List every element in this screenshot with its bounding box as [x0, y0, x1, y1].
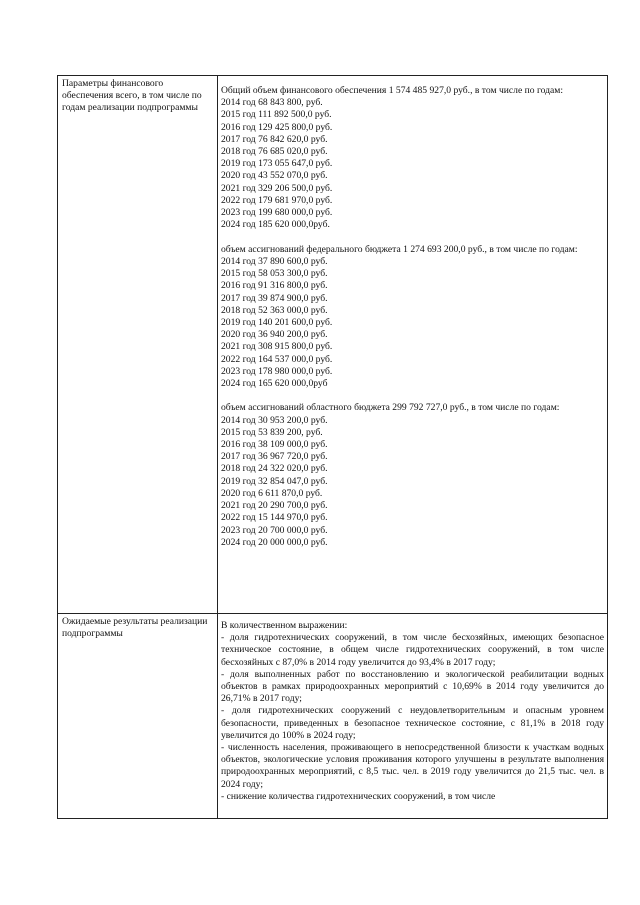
total-year: 2021 год 329 206 500,0 руб.: [221, 182, 333, 194]
total-year: 2022 год 179 681 970,0 руб.: [221, 194, 333, 206]
results-label: Ожидаемые результаты реализации подпрограммы: [58, 614, 218, 819]
federal-year: 2021 год 308 915 800,0 руб.: [221, 341, 333, 353]
total-year: 2016 год 129 425 800,0 руб.: [221, 121, 333, 133]
federal-year: 2014 год 37 890 600,0 руб.: [221, 255, 328, 267]
total-year: 2019 год 173 055 647,0 руб.: [221, 158, 333, 170]
regional-year: 2021 год 20 290 700,0 руб.: [221, 500, 328, 512]
federal-intro: объем ассигнований федерального бюджета 1 274 693 200,0 руб., в том числе по годам:: [221, 243, 578, 255]
regional-year: 2020 год 6 611 870,0 руб.: [221, 487, 323, 499]
federal-year: 2017 год 39 874 900,0 руб.: [221, 292, 328, 304]
regional-year: 2019 год 32 854 047,0 руб.: [221, 475, 328, 487]
federal-year: 2024 год 165 620 000,0руб: [221, 377, 328, 389]
spacer: [221, 390, 604, 402]
result-item: - доля гидротехнических сооружений, в том числе бесхозяйных, имеющих безопасное техническое состояние, в общем числе гидротехнических сооружений, в том числе бесхозяйных с 87,0% в 2014 году увеличится до 93,4% в 2017 году;: [221, 632, 604, 668]
federal-year: 2018 год 52 363 000,0 руб.: [221, 304, 328, 316]
results-intro: В количественном выражении:: [221, 620, 348, 631]
financing-row: [58, 76, 608, 614]
spacer: [221, 231, 604, 243]
subprogram-passport-table: [57, 75, 608, 819]
regional-year: 2022 год 15 144 970,0 руб.: [221, 512, 328, 524]
federal-year: 2020 год 36 940 200,0 руб.: [221, 329, 328, 341]
results-values: [218, 614, 608, 819]
regional-year: 2023 год 20 700 000,0 руб.: [221, 524, 328, 536]
regional-year: 2016 год 38 109 000,0 руб.: [221, 439, 328, 451]
regional-year: 2014 год 30 953 200,0 руб.: [221, 414, 328, 426]
total-year: 2020 год 43 552 070,0 руб.: [221, 170, 328, 182]
total-year: 2014 год 68 843 800, руб.: [221, 97, 323, 109]
regional-year: 2024 год 20 000 000,0 руб.: [221, 536, 328, 548]
regional-year: 2017 год 36 967 720,0 руб.: [221, 451, 328, 463]
federal-year: 2023 год 178 980 000,0 руб.: [221, 365, 333, 377]
financing-values: [218, 76, 608, 614]
results-row: [58, 614, 608, 819]
total-year: 2015 год 111 892 500,0 руб.: [221, 109, 332, 121]
financing-label: Параметры финансового обеспечения всего, в том числе по годам реализации подпрограммы: [58, 76, 218, 614]
regional-year: 2018 год 24 322 020,0 руб.: [221, 463, 328, 475]
federal-year: 2016 год 91 316 800,0 руб.: [221, 280, 328, 292]
total-year: 2024 год 185 620 000,0руб.: [221, 219, 330, 231]
total-year: 2018 год 76 685 020,0 руб.: [221, 146, 328, 158]
result-item: - снижение количества гидротехнических сооружений, в том числе: [221, 790, 496, 802]
federal-year: 2022 год 164 537 000,0 руб.: [221, 353, 333, 365]
result-item: - доля выполненных работ по восстановлению и экологической реабилитации водных объектов в рамках природоохранных мероприятий с 10,69% в 2014 году увеличится до 26,71% в 2017 году;: [221, 668, 604, 705]
total-year: 2017 год 76 842 620,0 руб.: [221, 133, 328, 145]
regional-year: 2015 год 53 839 200, руб.: [221, 426, 323, 438]
result-item: - доля гидротехнических сооружений с неудовлетворительным и опасным уровнем безопасности, приведенных в безопасное техническое состояние, с 81,1% в 2018 году увеличится до 100% в 2024 году;: [221, 705, 604, 741]
federal-year: 2019 год 140 201 600,0 руб.: [221, 316, 333, 328]
federal-year: 2015 год 58 053 300,0 руб.: [221, 268, 328, 280]
total-year: 2023 год 199 680 000,0 руб.: [221, 207, 333, 219]
regional-intro: объем ассигнований областного бюджета 299 792 727,0 руб., в том числе по годам:: [221, 402, 560, 414]
result-item: - численность населения, проживающего в непосредственной близости к участкам водных объектов, экологические условия проживания которого улучшены в результате выполнения природоохранных мероприятий, с 8,5 тыс. чел. в 2019 году увеличится до 21,5 тыс. чел. в 2024 году;: [221, 742, 604, 790]
total-intro: Общий объем финансового обеспечения 1 574 485 927,0 руб., в том числе по годам:: [221, 85, 564, 96]
